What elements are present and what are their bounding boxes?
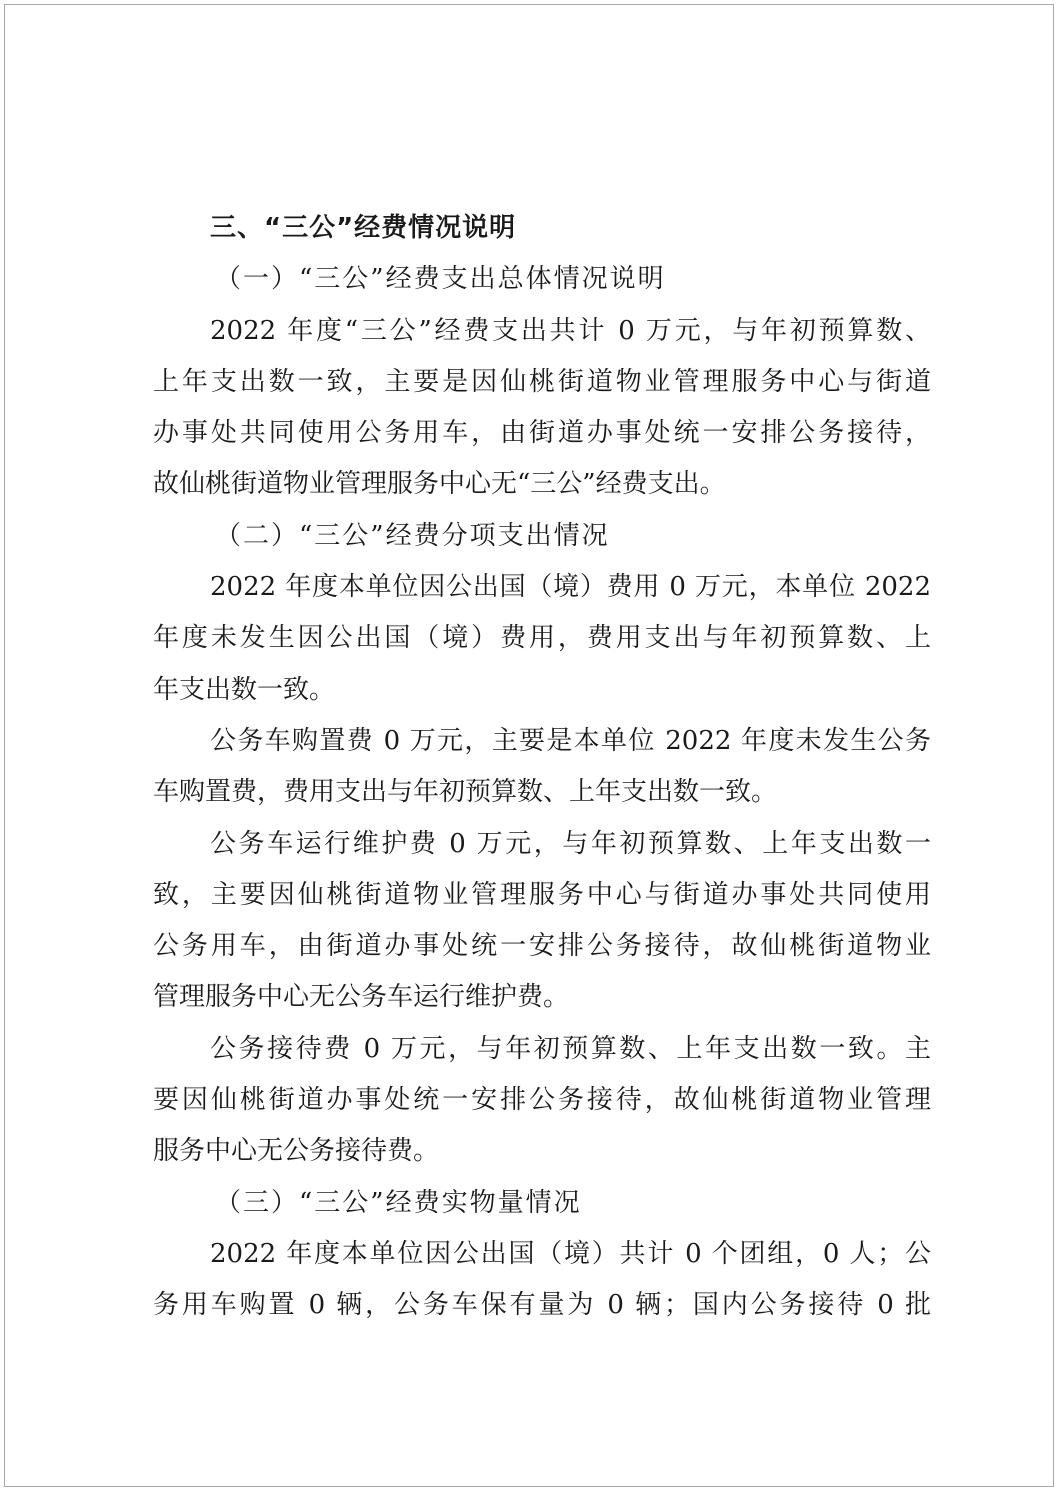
paragraph-line: 要因仙桃街道办事处统一安排公务接待，故仙桃街道物业管理 — [153, 1085, 931, 1116]
paragraph-line: 管理服务中心无公务车运行维护费。 — [153, 982, 570, 1013]
paragraph-line: 公务用车，由街道办事处统一安排公务接待，故仙桃街道物业 — [153, 931, 931, 962]
paragraph-line: 年支出数一致。 — [153, 674, 336, 705]
subsection-title-2: （二）“三公”经费分项支出情况 — [215, 520, 610, 551]
paragraph-line: 公务接待费 0 万元，与年初预算数、上年支出数一致。主 — [210, 1033, 931, 1064]
paragraph-line: 2022 年度本单位因公出国（境）费用 0 万元，本单位 2022 — [210, 572, 931, 603]
paragraph-line: 公务车购置费 0 万元，主要是本单位 2022 年度未发生公务 — [210, 725, 931, 756]
paragraph-line: 公务车运行维护费 0 万元，与年初预算数、上年支出数一 — [210, 828, 931, 859]
subsection-title-1: （一）“三公”经费支出总体情况说明 — [215, 264, 666, 295]
paragraph-line: 服务中心无公务接待费。 — [153, 1136, 440, 1167]
paragraph-line: 2022 年度本单位因公出国（境）共计 0 个团组，0 人；公 — [210, 1238, 931, 1269]
section-heading: 三、“三公”经费情况说明 — [210, 213, 517, 243]
subsection-title-3: （三）“三公”经费实物量情况 — [215, 1187, 582, 1218]
paragraph-line: 2022 年度“三公”经费支出共计 0 万元，与年初预算数、 — [210, 315, 931, 346]
document-body — [153, 203, 931, 1332]
paragraph-line: 致，主要因仙桃街道物业管理服务中心与街道办事处共同使用 — [153, 879, 931, 910]
paragraph-line: 上年支出数一致，主要是因仙桃街道物业管理服务中心与街道 — [153, 366, 931, 397]
paragraph-line: 务用车购置 0 辆，公务车保有量为 0 辆；国内公务接待 0 批 — [153, 1290, 931, 1321]
paragraph-line: 年度未发生因公出国（境）费用，费用支出与年初预算数、上 — [153, 623, 931, 654]
paragraph-line: 故仙桃街道物业管理服务中心无“三公”经费支出。 — [153, 469, 726, 500]
document-page — [4, 4, 1054, 1487]
paragraph-line: 办事处共同使用公务用车，由街道办事处统一安排公务接待， — [153, 418, 931, 449]
paragraph-line: 车购置费，费用支出与年初预算数、上年支出数一致。 — [153, 777, 778, 808]
